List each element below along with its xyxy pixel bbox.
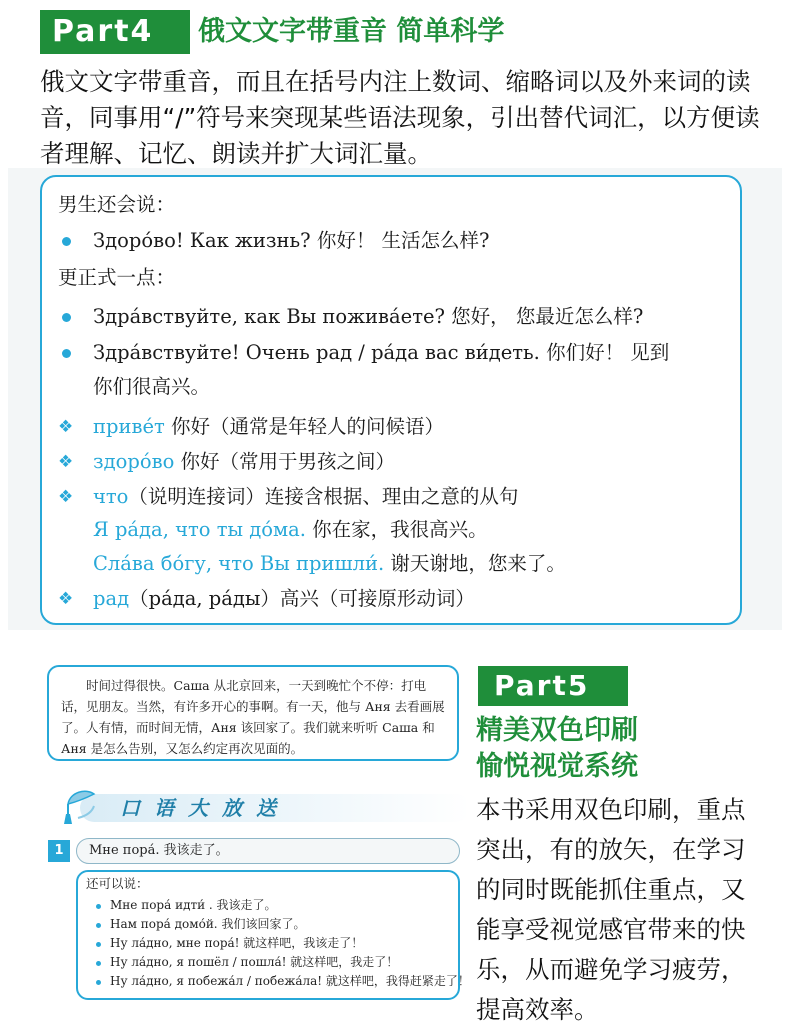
gramophone-icon <box>56 784 98 830</box>
vocab-2 <box>93 447 395 477</box>
russian-text: Здоро́во! Как жизнь? <box>93 229 311 252</box>
section-title: 口语大放送 <box>120 796 290 820</box>
part4-title: 俄文文字带重音 简单科学 <box>198 16 505 47</box>
part4-intro-paragraph: 俄文文字带重音，而且在括号内注上数词、缩略词以及外来词的读音，同事用“/”符号来突现某些语法现象，引出替代词汇，以方便读者理解、记忆、朗读并扩大词汇量。 <box>40 67 760 168</box>
chinese-text: 您好， 您最近怎么样? <box>444 305 644 328</box>
bullet-icon <box>62 313 71 322</box>
bullet-icon <box>62 349 71 358</box>
example-sentence-1 <box>93 515 488 545</box>
chinese-text: 你们好！ 见到 <box>539 341 670 364</box>
box-line-3 <box>93 338 669 368</box>
alternatives-label: 还可以说： <box>86 876 149 891</box>
part5-badge: Part5 <box>478 666 628 706</box>
alternative-item: Ну ла́дно, я пошёл / пошла́! 就这样吧，我走了！ <box>110 955 399 969</box>
alternative-item: Ну ла́дно, мне пора́! 就这样吧，我该走了！ <box>110 936 364 950</box>
box-line-1 <box>93 226 489 256</box>
vocab-meaning: 你好（通常是年轻人的问候语） <box>164 415 444 438</box>
bullet-icon <box>96 942 101 947</box>
vocab-4 <box>93 584 475 614</box>
box-label-formal: 更正式一点： <box>58 266 176 289</box>
chinese-text: 你好！ 生活怎么样? <box>310 229 490 252</box>
bullet-icon <box>62 237 71 246</box>
section-header <box>50 778 470 834</box>
item-number-badge: 1 <box>48 840 70 862</box>
diamond-bullet-icon: ❖ <box>58 487 74 507</box>
part5-title-line2: 愉悦视觉系统 <box>476 751 638 782</box>
russian-text: Сла́ва бо́гу, что Вы пришли́. <box>93 552 385 575</box>
russian-text: Здра́вствуйте, как Вы пожива́ете? <box>93 305 445 328</box>
box-line-2 <box>93 302 643 332</box>
vocab-word: приве́т <box>93 415 165 438</box>
vocab-word: что <box>93 485 129 508</box>
chinese-text: 谢天谢地，您来了。 <box>384 552 566 575</box>
example-sentence-2 <box>93 549 566 579</box>
russian-text: Здра́вствуйте! Очень рад / ра́да вас ви́деть. <box>93 341 540 364</box>
vocab-word: рад <box>93 587 130 610</box>
diamond-bullet-icon: ❖ <box>58 417 74 437</box>
bullet-icon <box>96 904 101 909</box>
bullet-icon <box>96 980 101 985</box>
vocab-meaning: （ра́да, ра́ды）高兴（可接原形动词） <box>129 587 475 610</box>
chinese-text: 你在家，我很高兴。 <box>305 518 488 541</box>
vocab-meaning: （说明连接词）连接含根据、理由之意的从句 <box>128 485 519 508</box>
diamond-bullet-icon: ❖ <box>58 452 74 472</box>
story-box: 时间过得很快。Саша 从北京回来，一天到晚忙个不停：打电话，见朋友。当然，有许多开心的事啊。有一天，他与 Аня 去看画展了。人有情，而时间无情，Аня 该回家了。我们就来听听 Саша 和 Аня 是怎么告别，又怎么约定再次见面的。 <box>47 665 459 761</box>
box-label-boys: 男生还会说： <box>58 193 176 216</box>
part5-paragraph: 本书采用双色印刷，重点突出，有的放矢，在学习的同时既能抓住重点，又能享受视觉感官带来的快乐，从而避免学习疲劳，提高效率。 <box>476 795 746 1024</box>
part4-badge: Part4 <box>40 10 190 54</box>
russian-text: Я ра́да, что ты до́ма. <box>93 518 306 541</box>
alternative-item: Мне пора́ идти́ . 我该走了。 <box>110 898 277 912</box>
alternative-item: Ну ла́дно, я побежа́л / побежа́ла! 就这样吧，我得赶紧走了！ <box>110 974 470 988</box>
box-line-3-continued: 你们很高兴。 <box>93 375 211 398</box>
bullet-icon <box>96 923 101 928</box>
vocab-3 <box>93 482 518 512</box>
part5-title-line1: 精美双色印刷 <box>476 715 638 746</box>
vocab-meaning: 你好（常用于男孩之间） <box>174 450 396 473</box>
phrase-box: Мне пора́. 我该走了。 <box>76 838 460 864</box>
vocab-word: здоро́во <box>93 450 175 473</box>
bullet-icon <box>96 961 101 966</box>
diamond-bullet-icon: ❖ <box>58 589 74 609</box>
vocab-1 <box>93 412 444 442</box>
alternative-item: Нам пора́ домо́й. 我们该回家了。 <box>110 917 306 931</box>
